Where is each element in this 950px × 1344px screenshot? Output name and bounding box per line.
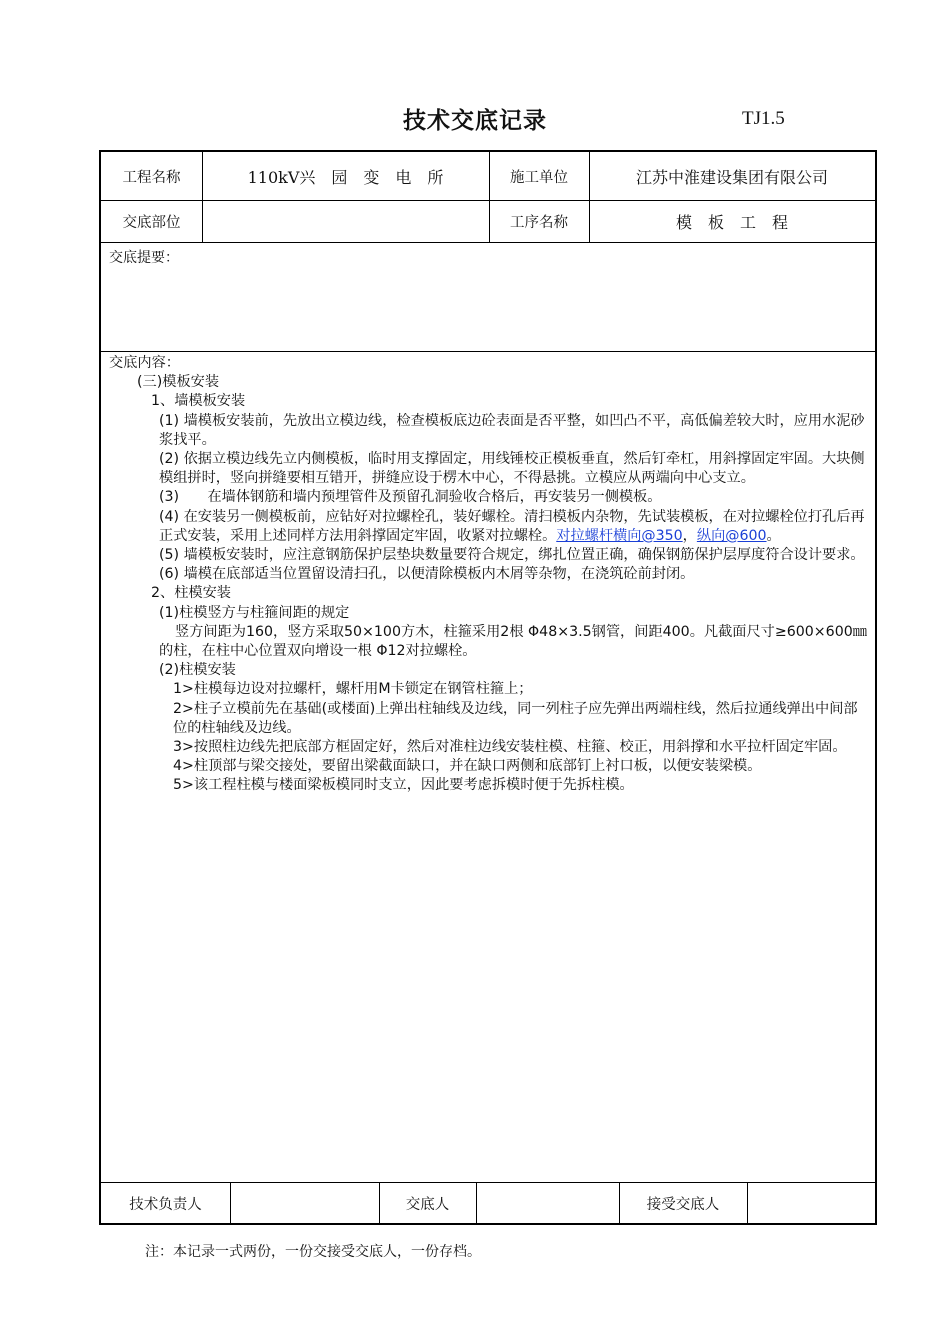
row-divider (101, 351, 875, 352)
footnote: 注：本记录一式两份，一份交接受交底人，一份存档。 (145, 1244, 481, 1260)
wall-item-3: (3) 在墙体钢筋和墙内预埋管件及预留孔洞验收合格后，再安装另一侧模板。 (159, 489, 662, 506)
column-step-5: 5>该工程柱模与楼面梁板模同时支立，因此要考虑拆模时便于先拆柱模。 (173, 777, 634, 794)
content-section (109, 354, 871, 796)
bolt-spacing-vertical-link[interactable]: 纵向@600 (696, 527, 767, 544)
column-divider (489, 152, 490, 242)
document-code: TJ1.5 (742, 108, 785, 129)
section-heading: (三)模板安装 (137, 374, 220, 391)
contractor-value: 江苏中淮建设集团有限公司 (635, 167, 828, 187)
process-value: 模 板 工 程 (675, 213, 788, 232)
discloser-label: 交底人 (405, 1196, 450, 1213)
receiver-label: 接受交底人 (646, 1196, 720, 1213)
column-divider (202, 152, 203, 242)
wall-item-4 (109, 508, 871, 546)
row-divider (101, 242, 875, 243)
wall-item-6: (6) 墙模在底部适当位置留设清扫孔，以便清除模板内木屑等杂物，在浇筑砼前封闭。 (159, 566, 695, 583)
content-label: 交底内容： (109, 355, 180, 371)
summary-label: 交底提要： (109, 250, 179, 266)
wall-item-4-separator: ， (682, 527, 697, 544)
process-label: 工序名称 (510, 215, 568, 231)
column-step-2: 2>柱子立模前先在基础(或楼面)上弹出柱轴线及边线，同一列柱子应先弹出两端柱线，然后拉通线弹出中间部位的柱轴线及边线。 (173, 700, 858, 736)
wall-item-1: (1) 墙模板安装前，先放出立模边线，检查模板底边砼表面是否平整，如凹凸不平，高低偏差较大时，应用水泥砂浆找平。 (159, 412, 865, 448)
column-item-1-text: 竖方间距为160，竖方采取50×100方木，柱箍采用2根 Φ48×3.5钢管，间距400。凡截面尺寸≥600×600㎜的柱，在柱中心位置双向增设一根 Φ12对拉螺栓。 (159, 623, 867, 660)
project-name-label: 工程名称 (122, 169, 181, 186)
wall-item-5: (5) 墙模板安装时，应注意钢筋保护层垫块数量要符合规定，绑扎位置正确，确保钢筋保护层厚度符合设计要求。 (159, 547, 865, 564)
wall-item-4-text: (4) 在安装另一侧模板前，应钻好对拉螺栓孔，装好螺栓。清扫模板内杂物，先试装模板，在对拉螺栓位打孔后再正式安装，采用上述同样方法用斜撑固定牢固，收紧对拉螺栓。 (159, 508, 865, 544)
column-item-1-heading: (1)柱模竖方与柱箍间距的规定 (159, 604, 350, 621)
contractor-label: 施工单位 (510, 169, 568, 186)
row-divider (101, 200, 875, 201)
location-label: 交底部位 (122, 215, 181, 231)
wall-item-2: (2) 依据立模边线先立内侧模板，临时用支撑固定，用线锤校正模板垂直，然后钉牵杠，用斜撑固定牢固。大块侧模组拼时，竖向拼缝要相互错开，拼缝应设于楞木中心，不得悬挑。立模应从两端向中心支立。 (159, 451, 865, 487)
wall-heading: 1、墙模板安装 (151, 393, 246, 410)
column-step-4: 4>柱顶部与梁交接处，要留出梁截面缺口，并在缺口两侧和底部钉上衬口板，以便安装梁模。 (173, 758, 762, 775)
document-title: 技术交底记录 (403, 108, 547, 134)
wall-item-4-end: 。 (766, 527, 781, 544)
discloser-value (476, 1183, 619, 1223)
tech-lead-label: 技术负责人 (129, 1196, 202, 1213)
column-item-2-heading: (2)柱模安装 (159, 662, 236, 679)
column-divider (589, 152, 590, 242)
location-value (202, 201, 489, 242)
project-name-value: 110kV兴 园 变 电 所 (247, 167, 444, 187)
column-step-3: 3>按照柱边线先把底部方框固定好，然后对准柱边线安装柱模、柱箍、校正，用斜撑和水平拉杆固定牢固。 (173, 739, 847, 756)
bolt-spacing-horizontal-link[interactable]: 对拉螺杆横向@350 (556, 527, 683, 544)
column-step-1: 1>柱模每边设对拉螺杆，螺杆用M卡锁定在钢管柱箍上； (173, 681, 533, 698)
tech-lead-value (230, 1183, 379, 1223)
column-heading: 2、柱模安装 (151, 585, 231, 602)
record-form (99, 150, 877, 1225)
receiver-value (747, 1183, 875, 1223)
